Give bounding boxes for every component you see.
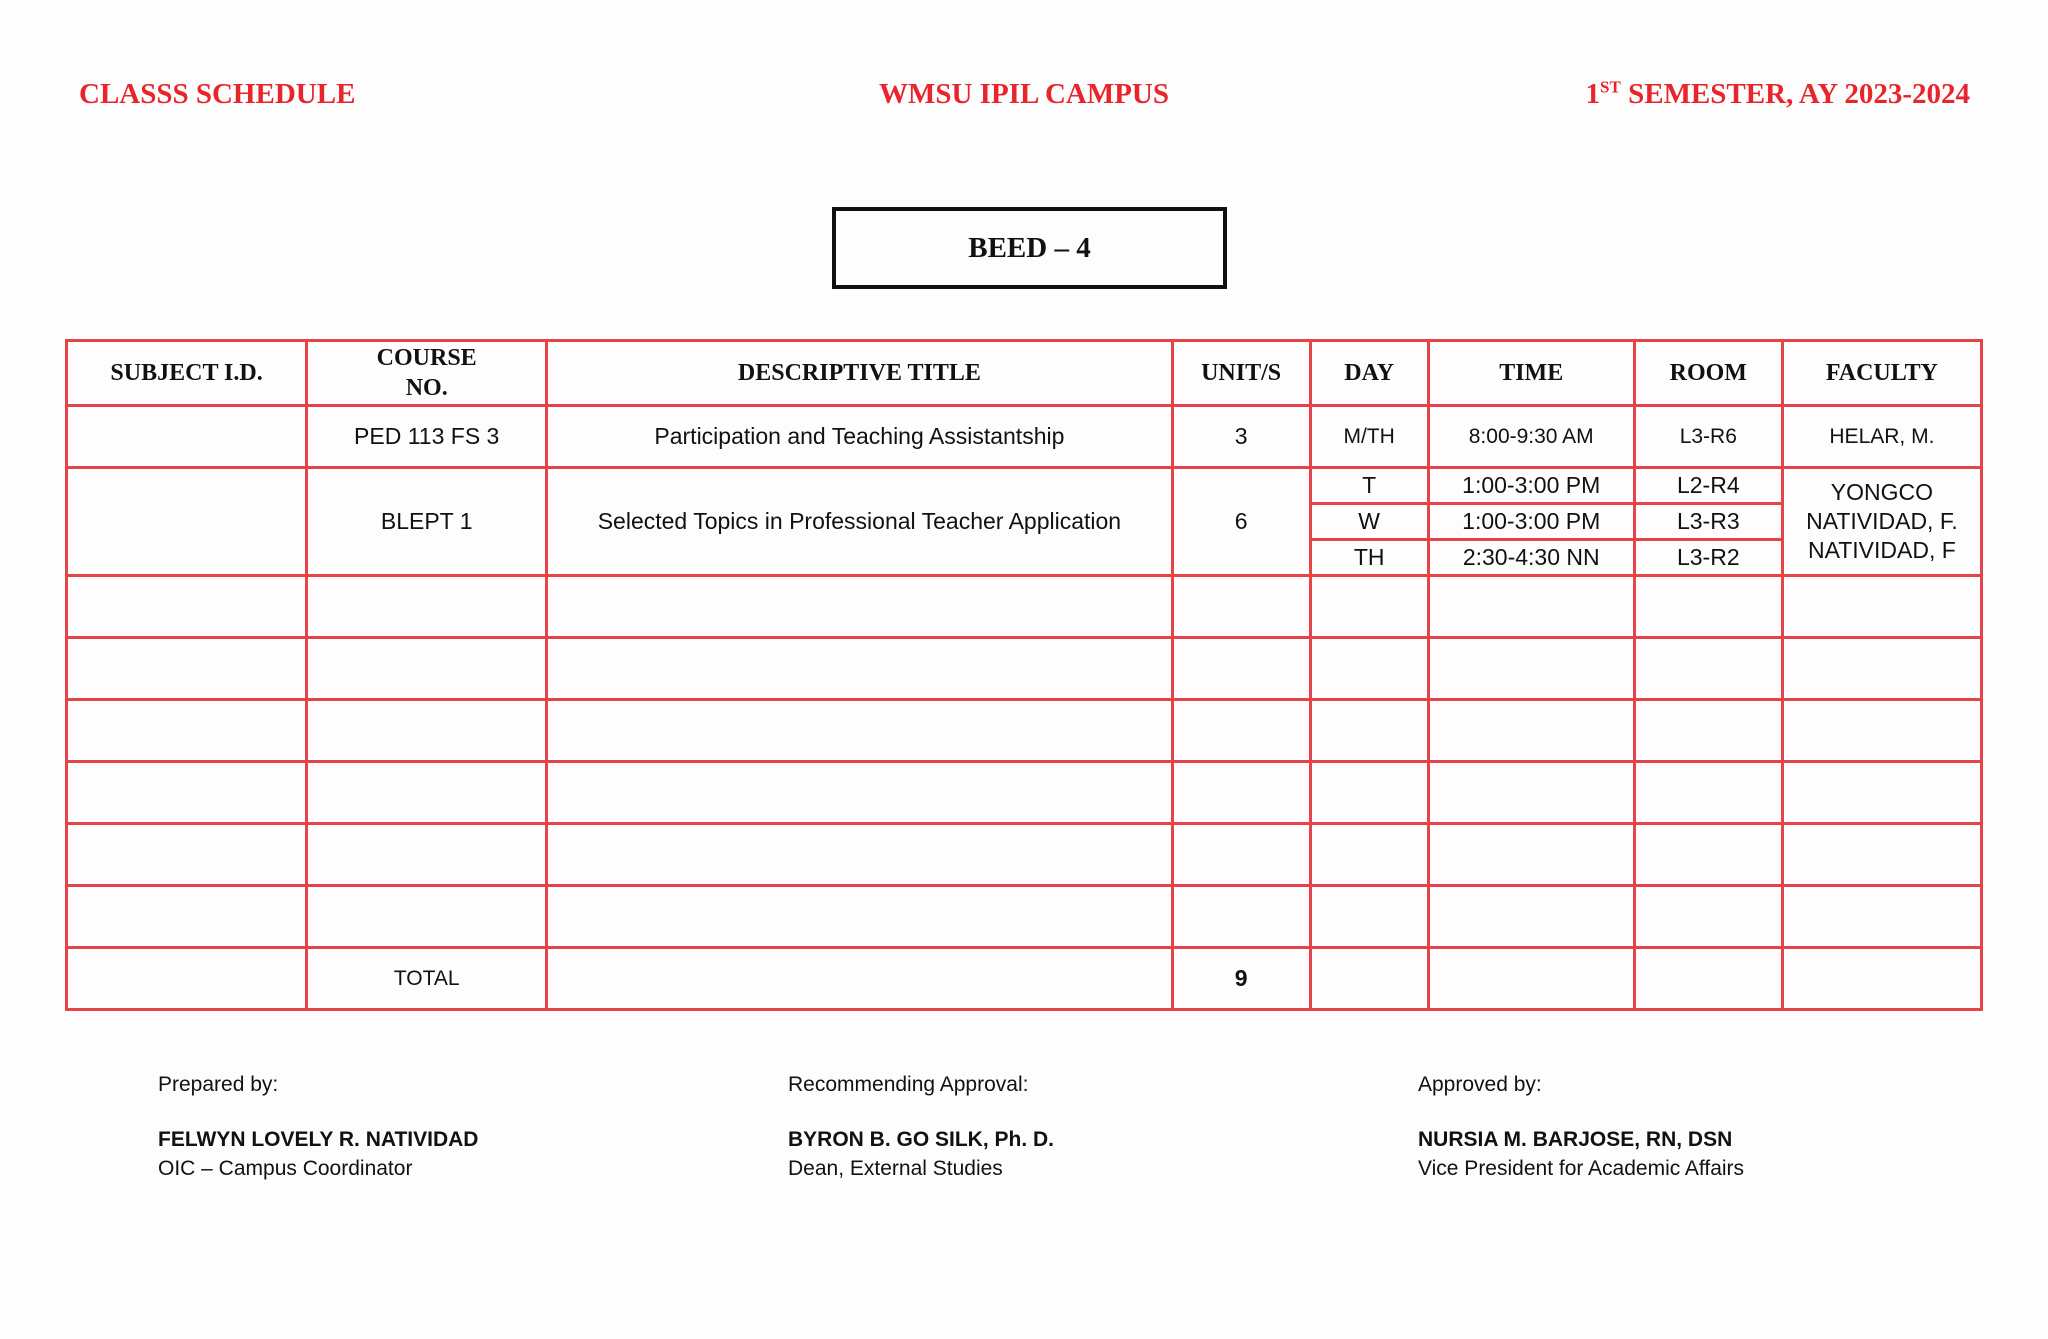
table-row-empty	[67, 638, 1982, 700]
document-type-title: CLASSS SCHEDULE	[79, 78, 356, 110]
column-header-subject-id: SUBJECT I.D.	[67, 341, 307, 406]
time-cell	[1428, 468, 1634, 576]
course-no-cell: PED 113 FS 3	[307, 406, 547, 468]
subject-id-cell	[67, 406, 307, 468]
time-entry: 1:00-3:00 PM	[1430, 503, 1633, 539]
section-label: BEED – 4	[968, 231, 1091, 264]
table-row	[67, 468, 1982, 576]
recommending-approval-name: BYRON B. GO SILK, Ph. D.	[788, 1128, 1055, 1151]
recommending-approval-label: Recommending Approval:	[788, 1073, 1029, 1096]
approved-by-title: Vice President for Academic Affairs	[1418, 1157, 1745, 1180]
total-row	[67, 948, 1982, 1010]
day-cell: M/TH	[1310, 406, 1428, 468]
column-header-units: UNIT/S	[1172, 341, 1310, 406]
room-entry: L2-R4	[1636, 469, 1781, 503]
semester-ordinal-suffix: ST	[1600, 77, 1621, 97]
approved-by-block	[1418, 1070, 1744, 1183]
day-entry: W	[1312, 503, 1427, 539]
recommending-approval-title: Dean, External Studies	[788, 1157, 1003, 1180]
table-row-empty	[67, 700, 1982, 762]
schedule-table	[65, 339, 1983, 1011]
section-label-box	[832, 207, 1227, 289]
time-sublist	[1430, 469, 1633, 574]
units-cell: 3	[1172, 406, 1310, 468]
table-row-empty	[67, 824, 1982, 886]
day-cell	[1310, 468, 1428, 576]
recommending-approval-block	[788, 1070, 1054, 1183]
campus-title: WMSU IPIL CAMPUS	[878, 78, 1169, 110]
prepared-by-title: OIC – Campus Coordinator	[158, 1157, 413, 1180]
room-cell: L3-R6	[1634, 406, 1782, 468]
column-header-room: ROOM	[1634, 341, 1782, 406]
semester-title	[1586, 78, 1970, 111]
table-row-empty	[67, 576, 1982, 638]
faculty-cell	[1782, 468, 1981, 576]
column-header-faculty: FACULTY	[1782, 341, 1981, 406]
day-sublist	[1312, 469, 1427, 574]
day-entry: TH	[1353, 544, 1385, 570]
faculty-entry: NATIVIDAD, F.	[1806, 508, 1958, 534]
course-no-cell: BLEPT 1	[307, 468, 547, 576]
room-sublist	[1636, 469, 1781, 574]
units-cell: 6	[1172, 468, 1310, 576]
semester-ordinal: 1	[1585, 78, 1601, 110]
time-cell: 8:00-9:30 AM	[1428, 406, 1634, 468]
descriptive-title-cell: Selected Topics in Professional Teacher Application	[547, 468, 1172, 576]
table-header-row	[67, 341, 1982, 406]
time-entry: 1:00-3:00 PM	[1430, 469, 1633, 503]
approved-by-label: Approved by:	[1418, 1073, 1542, 1096]
total-label: TOTAL	[307, 948, 547, 1010]
column-header-course-no: COURSE NO.	[307, 341, 547, 406]
faculty-cell: HELAR, M.	[1782, 406, 1981, 468]
room-entry: L3-R3	[1636, 503, 1781, 539]
table-row-empty	[67, 886, 1982, 948]
table-row	[67, 406, 1982, 468]
column-header-day: DAY	[1310, 341, 1428, 406]
total-units: 9	[1172, 948, 1310, 1010]
semester-academic-year: SEMESTER, AY 2023-2024	[1620, 78, 1970, 110]
subject-id-cell	[67, 468, 307, 576]
prepared-by-label: Prepared by:	[158, 1073, 279, 1096]
column-header-descriptive-title: DESCRIPTIVE TITLE	[547, 341, 1172, 406]
faculty-entry: YONGCO	[1830, 479, 1934, 505]
column-header-time: TIME	[1428, 341, 1634, 406]
room-entry: L3-R2	[1676, 544, 1740, 570]
prepared-by-name: FELWYN LOVELY R. NATIVIDAD	[158, 1128, 479, 1151]
time-entry: 2:30-4:30 NN	[1462, 544, 1600, 570]
prepared-by-block	[158, 1070, 478, 1183]
approved-by-name: NURSIA M. BARJOSE, RN, DSN	[1418, 1128, 1733, 1151]
table-row-empty	[67, 762, 1982, 824]
descriptive-title-cell: Participation and Teaching Assistantship	[547, 406, 1172, 468]
room-cell	[1634, 468, 1782, 576]
faculty-entry: NATIVIDAD, F	[1808, 537, 1956, 563]
day-entry: T	[1312, 469, 1427, 503]
